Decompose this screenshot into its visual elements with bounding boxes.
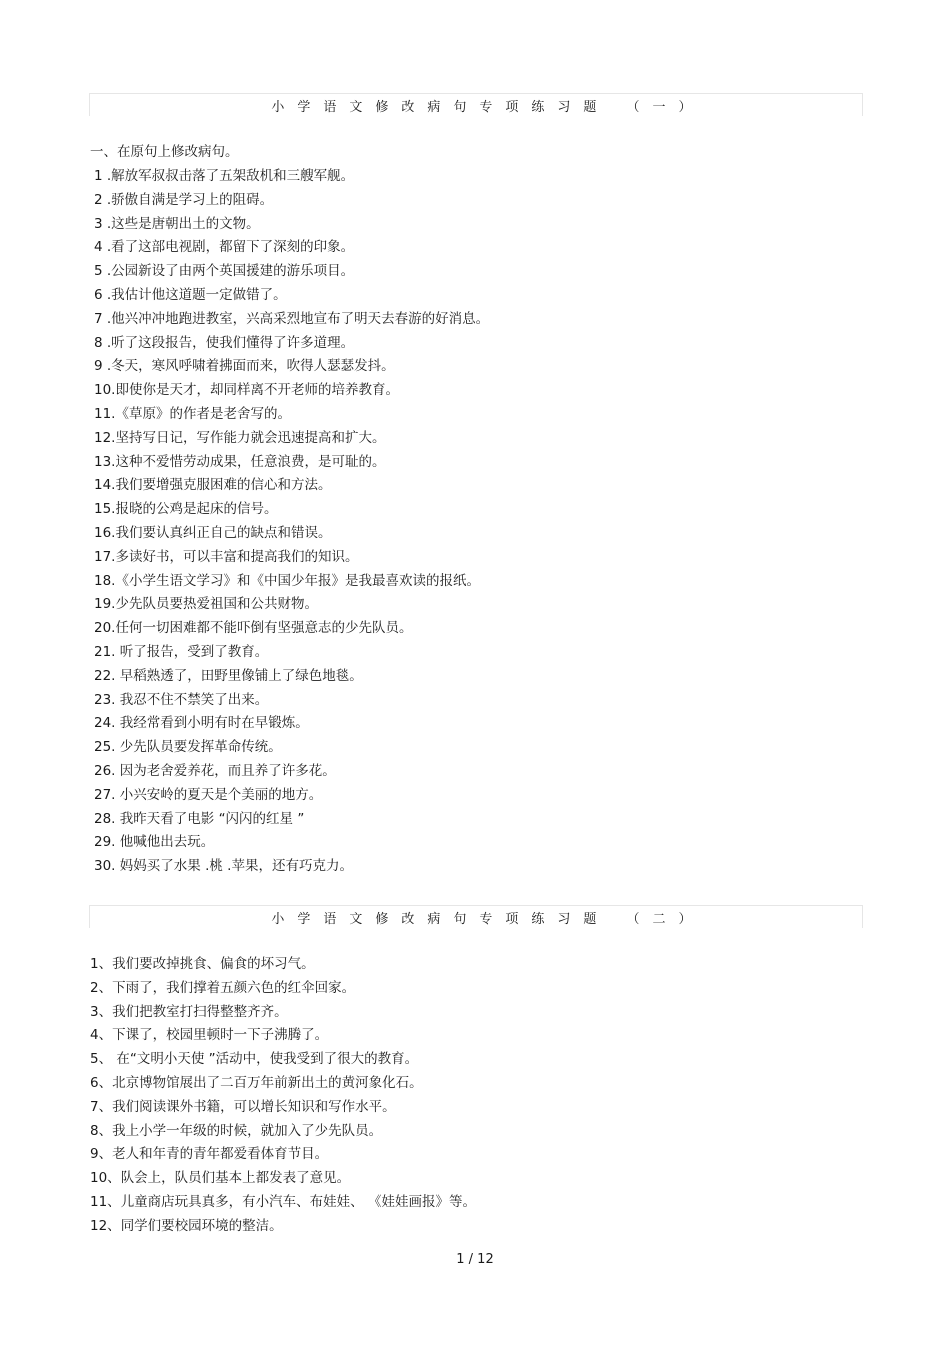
item-number: 11、: [90, 1193, 121, 1210]
item-text: 我们阅读课外书籍，可以增长知识和写作水平。: [112, 1098, 396, 1115]
list-item: [94, 641, 489, 665]
item-text: 这些是唐朝出土的文物。: [111, 215, 260, 232]
item-number: 9 .: [94, 358, 112, 375]
item-number: 5、: [90, 1051, 113, 1068]
section2-title-bar: [89, 905, 863, 928]
item-text: 儿童商店玩具真多，有小汽车、布娃娃、 《娃娃画报》等。: [120, 1193, 476, 1210]
section1-title: 小学语文修改病句专项练习题 （一）: [271, 100, 705, 115]
list-item: [90, 1191, 476, 1215]
item-number: 29.: [94, 834, 116, 851]
item-number: 28.: [94, 810, 116, 827]
item-text: 小兴安岭的夏天是个美丽的地方。: [115, 786, 323, 803]
item-number: 24.: [94, 715, 116, 732]
item-number: 18.: [94, 572, 116, 589]
item-text: 我们把教室打扫得整整齐齐。: [112, 1003, 288, 1020]
item-text: 下雨了，我们撑着五颜六色的红伞回家。: [112, 979, 356, 996]
item-number: 27.: [94, 786, 116, 803]
list-item: [94, 403, 489, 427]
item-number: 22.: [94, 667, 116, 684]
item-text: 队会上，队员们基本上都发表了意见。: [120, 1170, 351, 1187]
section2-list: [90, 953, 476, 1239]
list-item: [94, 284, 489, 308]
list-item: [94, 593, 489, 617]
item-number: 7 .: [94, 310, 112, 327]
list-item: [94, 308, 489, 332]
list-item: [90, 1096, 476, 1120]
list-item: [94, 546, 489, 570]
item-text: 《草原》的作者是老舍写的。: [115, 405, 291, 422]
item-number: 12、: [90, 1217, 121, 1234]
item-text: 公园新设了由两个英国援建的游乐项目。: [111, 263, 355, 280]
list-item: [90, 1167, 476, 1191]
item-number: 1 .: [94, 168, 112, 184]
item-text: 《小学生语文学习》和《中国少年报》是我最喜欢读的报纸。: [115, 572, 480, 589]
item-number: 23.: [94, 691, 116, 708]
list-item: [90, 1048, 476, 1072]
item-number: 11.: [94, 405, 116, 422]
item-text: 我们要认真纠正自己的缺点和错误。: [115, 524, 332, 541]
item-number: 13.: [94, 453, 116, 470]
list-item: [94, 189, 489, 213]
list-item: [94, 498, 489, 522]
list-item: [94, 332, 489, 356]
section2-title: 小学语文修改病句专项练习题 （二）: [271, 912, 705, 927]
section1-list: [94, 165, 489, 879]
list-item: [94, 570, 489, 594]
item-text: 少先队员要发挥革命传统。: [115, 739, 282, 756]
item-text: 骄傲自满是学习上的阻碍。: [111, 191, 274, 208]
item-number: 19.: [94, 596, 116, 613]
list-item: [90, 1120, 476, 1144]
item-text: 坚持写日记，写作能力就会迅速提高和扩大。: [115, 429, 386, 446]
item-text: 下课了，校园里顿时一下子沸腾了。: [112, 1027, 329, 1044]
item-number: 1、: [90, 956, 113, 972]
item-text: 听了这段报告，使我们懂得了许多道理。: [111, 334, 355, 351]
item-text: 即使你是天才，却同样离不开老师的培养教育。: [115, 382, 399, 399]
item-text: 老人和年青的青年都爱看体育节目。: [112, 1146, 329, 1163]
item-number: 8 .: [94, 334, 112, 351]
list-item: [94, 165, 489, 189]
list-item: [90, 1024, 476, 1048]
item-text: 早稻熟透了，田野里像铺上了绿色地毯。: [115, 667, 363, 684]
list-item: [94, 522, 489, 546]
item-text: 他喊他出去玩。: [115, 834, 215, 851]
item-text: 看了这部电视剧，都留下了深刻的印象。: [111, 239, 355, 256]
list-item: [94, 689, 489, 713]
list-item: [94, 355, 489, 379]
item-number: 6、: [90, 1074, 113, 1091]
list-item: [94, 260, 489, 284]
item-number: 3 .: [94, 215, 112, 232]
item-number: 15.: [94, 501, 116, 518]
list-item: [90, 953, 476, 977]
item-text: 听了报告，受到了教育。: [115, 643, 269, 660]
list-item: [94, 474, 489, 498]
item-text: 在“文明小天使 ”活动中，使我受到了很大的教育。: [112, 1051, 419, 1068]
item-text: 多读好书，可以丰富和提高我们的知识。: [115, 548, 359, 565]
item-text: 我昨天看了电影 “闪闪的红星 ”: [115, 810, 305, 827]
item-number: 10.: [94, 382, 116, 399]
list-item: [90, 1001, 476, 1025]
list-item: [94, 855, 489, 879]
item-number: 20.: [94, 620, 116, 637]
list-item: [94, 617, 489, 641]
section1-title-bar: [89, 93, 863, 116]
item-text: 同学们要校园环境的整洁。: [120, 1217, 283, 1234]
list-item: [90, 1215, 476, 1239]
list-item: [94, 736, 489, 760]
list-item: [94, 213, 489, 237]
list-item: [94, 427, 489, 451]
list-item: [94, 831, 489, 855]
item-number: 4、: [90, 1027, 113, 1044]
list-item: [94, 712, 489, 736]
item-number: 5 .: [94, 263, 112, 280]
list-item: [94, 236, 489, 260]
list-item: [90, 1072, 476, 1096]
item-text: 妈妈买了水果 .桃 .苹果，还有巧克力。: [115, 858, 353, 875]
list-item: [94, 451, 489, 475]
item-number: 3、: [90, 1003, 113, 1020]
item-number: 12.: [94, 429, 116, 446]
item-text: 北京博物馆展出了二百万年前新出土的黄河象化石。: [112, 1074, 423, 1091]
item-text: 这种不爱惜劳动成果，任意浪费，是可耻的。: [115, 453, 386, 470]
section1-heading: 一、在原句上修改病句。: [90, 144, 239, 160]
item-number: 26.: [94, 762, 116, 779]
item-text: 我忍不住不禁笑了出来。: [115, 691, 269, 708]
item-text: 我上小学一年级的时候，就加入了少先队员。: [112, 1122, 383, 1139]
item-number: 4 .: [94, 239, 112, 256]
item-text: 少先队员要热爱祖国和公共财物。: [115, 596, 318, 613]
list-item: [90, 1143, 476, 1167]
list-item: [94, 808, 489, 832]
item-text: 我估计他这道题一定做错了。: [111, 286, 287, 303]
item-number: 17.: [94, 548, 116, 565]
item-text: 报晓的公鸡是起床的信号。: [115, 501, 278, 518]
item-number: 25.: [94, 739, 116, 756]
list-item: [94, 760, 489, 784]
item-text: 我们要改掉挑食、偏食的坏习气。: [112, 956, 315, 972]
item-number: 7、: [90, 1098, 113, 1115]
list-item: [94, 379, 489, 403]
item-text: 他兴冲冲地跑进教室，兴高采烈地宣布了明天去春游的好消息。: [111, 310, 490, 327]
item-number: 2、: [90, 979, 113, 996]
item-number: 21.: [94, 643, 116, 660]
list-item: [90, 977, 476, 1001]
item-number: 9、: [90, 1146, 113, 1163]
item-number: 8、: [90, 1122, 113, 1139]
item-text: 我经常看到小明有时在早锻炼。: [115, 715, 309, 732]
item-number: 16.: [94, 524, 116, 541]
item-number: 10、: [90, 1170, 121, 1187]
item-text: 解放军叔叔击落了五架敌机和三艘军舰。: [111, 168, 355, 184]
list-item: [94, 665, 489, 689]
item-text: 我们要增强克服困难的信心和方法。: [115, 477, 332, 494]
item-number: 6 .: [94, 286, 112, 303]
item-number: 14.: [94, 477, 116, 494]
item-number: 2 .: [94, 191, 112, 208]
list-item: [94, 784, 489, 808]
item-text: 任何一切困难都不能吓倒有坚强意志的少先队员。: [115, 620, 413, 637]
item-text: 冬天，寒风呼啸着拂面而来，吹得人瑟瑟发抖。: [111, 358, 395, 375]
item-number: 30.: [94, 858, 116, 875]
item-text: 因为老舍爱养花，而且养了许多花。: [115, 762, 336, 779]
page-number: 1 / 12: [456, 1252, 494, 1267]
